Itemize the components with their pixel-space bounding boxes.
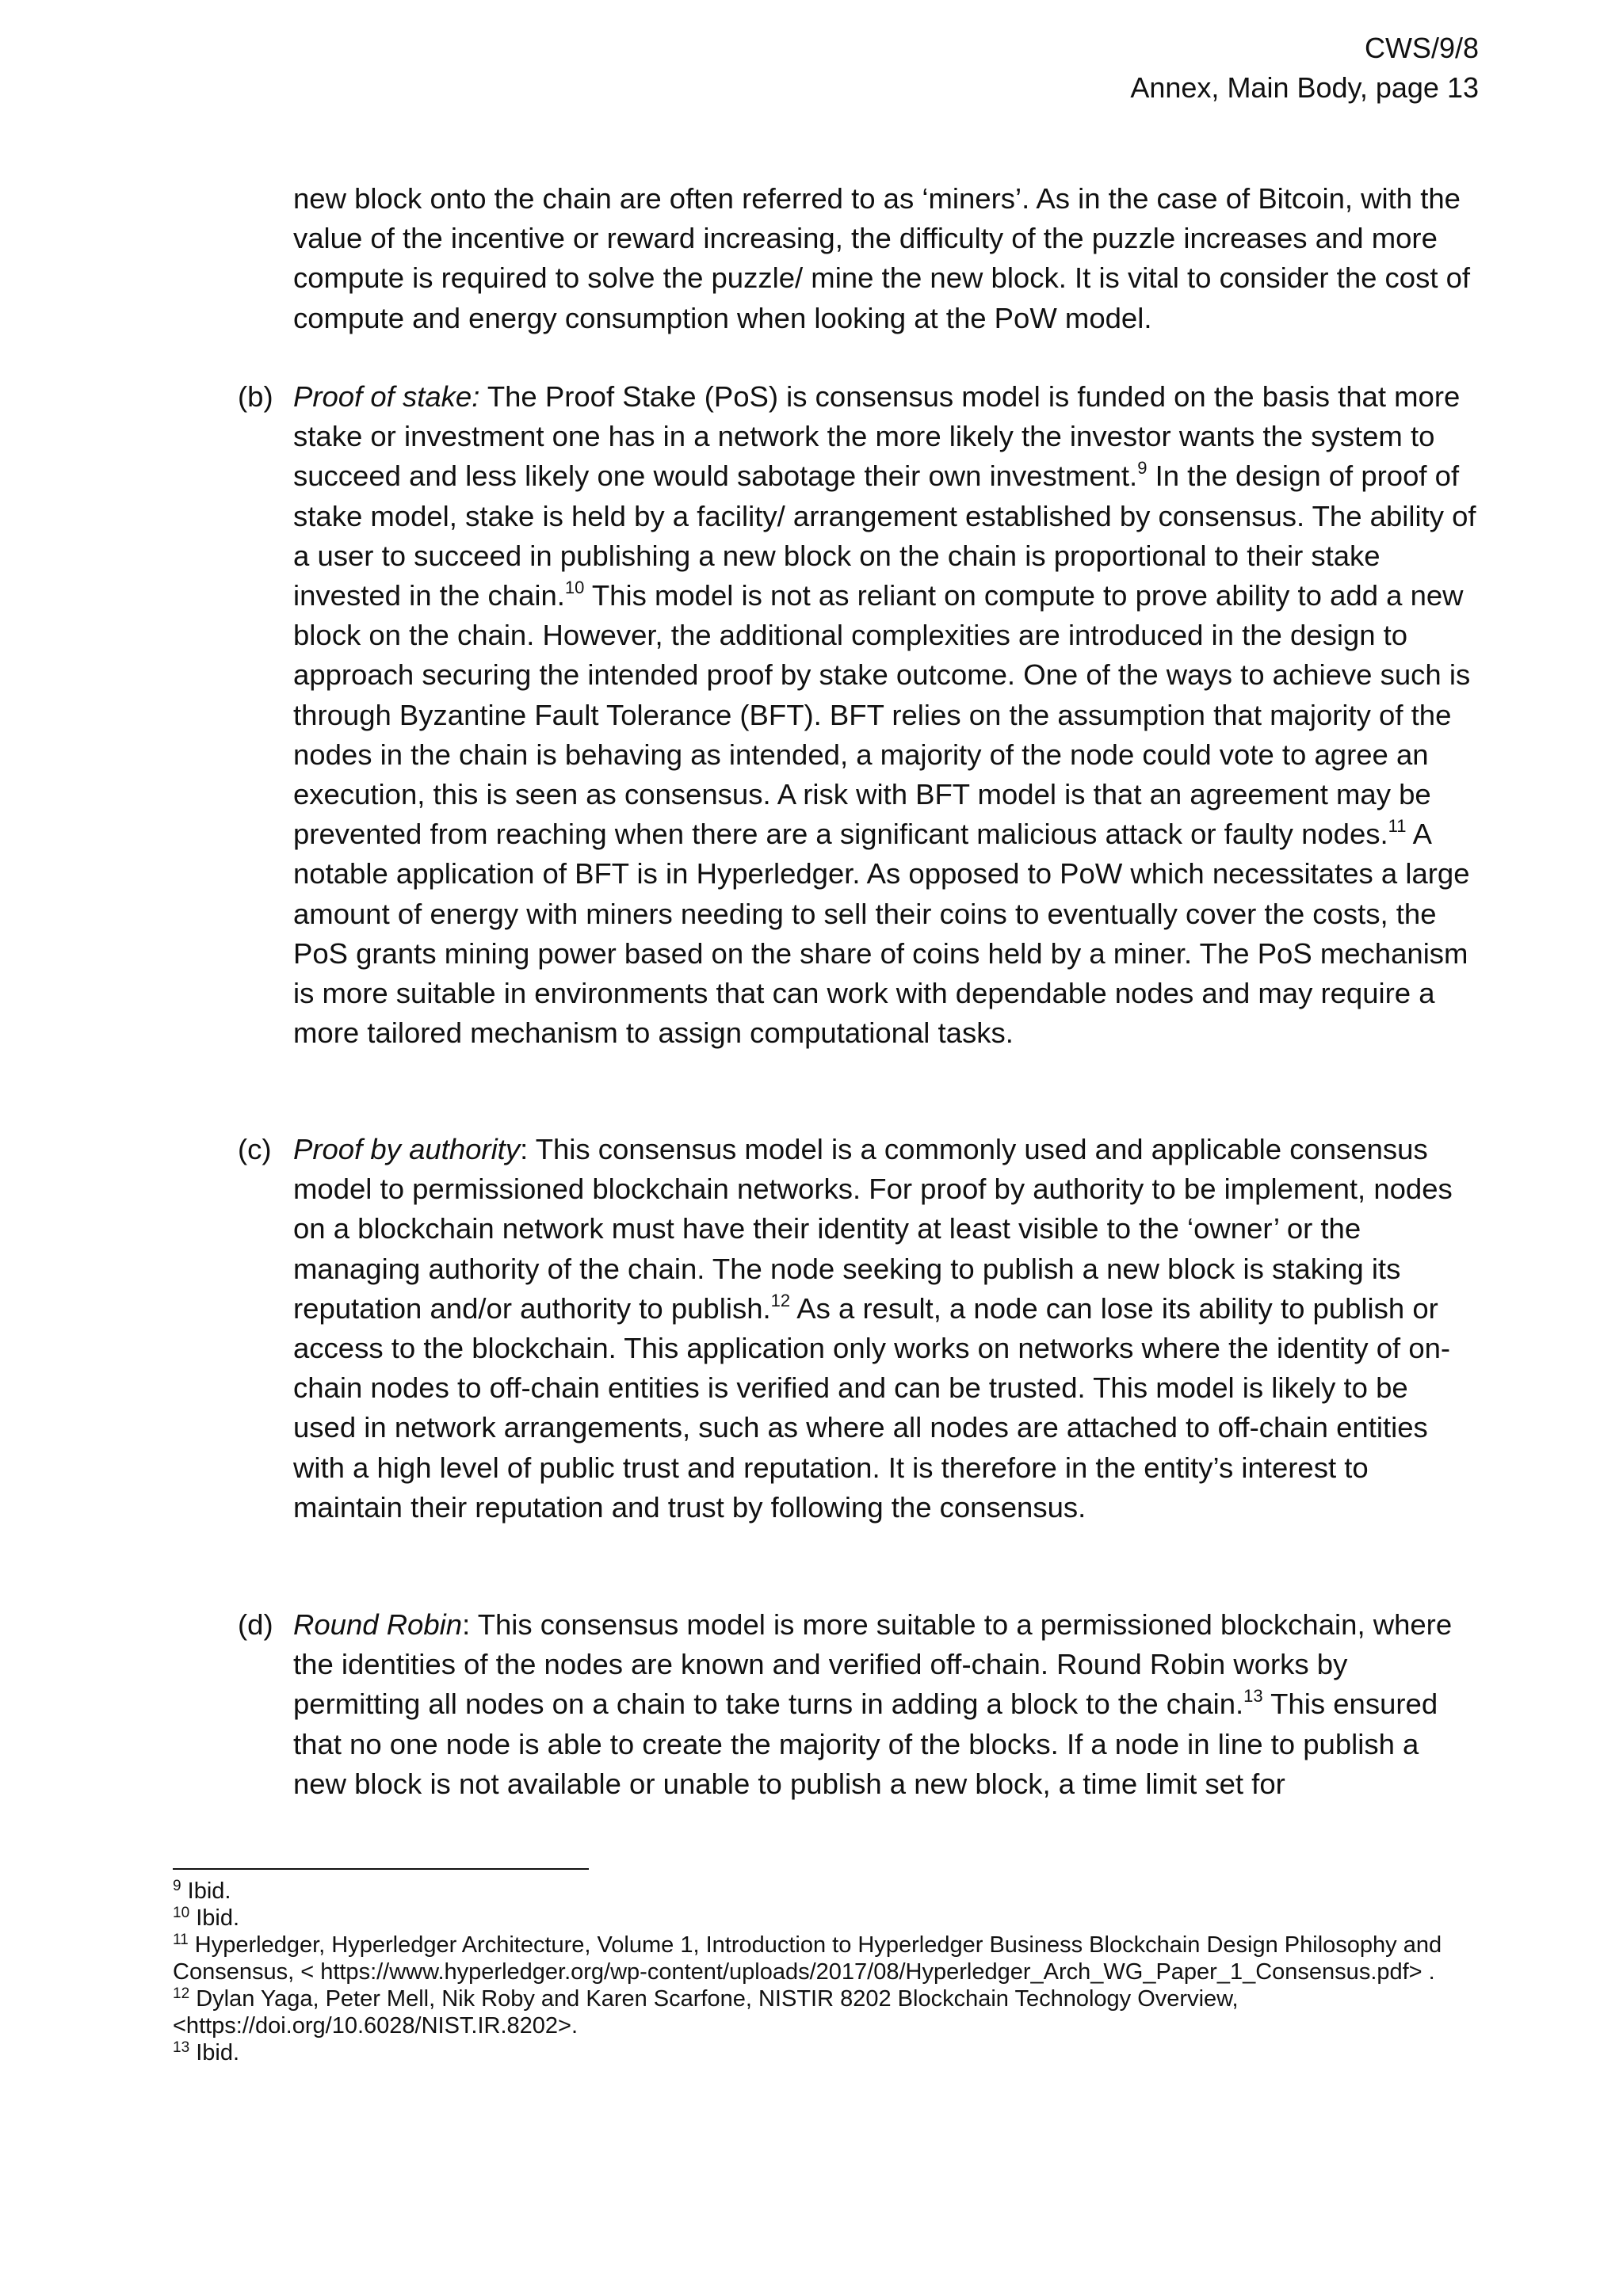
term-proof-of-stake: Proof of stake: [293,380,480,413]
footnote-number: 12 [173,1985,190,2002]
intro-text: new block onto the chain are often referred to as ‘miners’. As in the case of Bitcoin, with the value of the incentive or reward increasing, the difficulty of the puzzle increases and more compute is required to solve the puzzle/ mine the new block. It is vital to consider the cost of compute and energy consumption when looking at the PoW model. [293,182,1471,334]
footnotes [173,1878,1488,2066]
paragraph-c-text-1: : This consensus model is a commonly used and applicable consensus model to permissioned blockchain networks. For proof by authority to be implement, nodes on a blockchain network must have their identity at least visible to the ‘owner’ or the managing authority of the chain. The node seeking to publish a new block is staking its reputation and/or authority to publish. [293,1133,1453,1325]
item-label-d: (d) [238,1608,273,1641]
term-round-robin: Round Robin [293,1608,463,1641]
intro-paragraph [293,179,1478,338]
paragraph-b-text-2: In the design of proof of stake model, stake is held by a facility/ arrangement established by consensus. The ability of a user to succeed in publishing a new block on the chain is proportional to their stake invested in the chain. [293,460,1476,612]
page-header [1130,29,1479,108]
term-proof-by-authority: Proof by authority [293,1133,521,1165]
paragraph-c-text-2: As a result, a node can lose its ability to publish or access to the blockchain. This application only works on networks where the identity of on-chain nodes to off-chain entities is verified and can be trusted. This model is likely to be used in network arrangements, such as where all nodes are attached to off-chain entities with a high level of public trust and reputation. It is therefore in the entity’s interest to maintain their reputation and trust by following the consensus. [293,1291,1451,1524]
footnote-text: Dylan Yaga, Peter Mell, Nik Roby and Karen Scarfone, NISTIR 8202 Blockchain Technology Overview, <https://doi.org/10.6028/NIST.IR.8202>. [173,1986,1239,2039]
paragraph-c [238,1130,1478,1527]
footnote-ref-11: 11 [1388,816,1407,837]
item-label-b: (b) [238,380,273,413]
paragraph-b-text-1: The Proof Stake (PoS) is consensus model is funded on the basis that more stake or investment one has in a network the more likely the investor wants the system to succeed and less likely one would sabotage their own investment. [293,380,1461,493]
footnote-ref-9: 9 [1137,458,1148,479]
paragraph-b-text-4: A notable application of BFT is in Hyperledger. As opposed to PoW which necessitates a large amount of energy with miners needing to sell their coins to eventually cover the costs, the PoS grants mining power based on the share of coins held by a miner. The PoS mechanism is more suitable in environments that can work with dependable nodes and may require a more tailored mechanism to assign computational tasks. [293,818,1470,1050]
footnote [173,1878,1488,1905]
footnote-ref-10: 10 [564,578,585,598]
page-location: Annex, Main Body, page 13 [1130,71,1479,104]
footnote-text: Hyperledger, Hyperledger Architecture, Volume 1, Introduction to Hyperledger Business Blockchain Design Philosophy and Consensus, < https://www.hyperledger.org/wp-content/uploads/2017/08/Hyperledger_Arch_WG_Paper_1_Consensus.pdf> . [173,1932,1442,1985]
footnote-separator [173,1868,589,1870]
footnote-text: Ibid. [189,2040,240,2065]
footnote-text: Ibid. [181,1878,231,1904]
paragraph-b [238,377,1478,1053]
footnote-number: 10 [173,1905,190,1921]
footnote [173,1985,1488,2039]
document-reference: CWS/9/8 [1364,32,1479,64]
footnote-number: 11 [173,1932,189,1948]
footnote-number: 13 [173,2039,190,2056]
footnote-number: 9 [173,1878,181,1894]
footnote-text: Ibid. [189,1905,240,1931]
paragraph-d-text-1: : This consensus model is more suitable to a permissioned blockchain, where the identities of the nodes are known and verified off-chain. Round Robin works by permitting all nodes on a chain to take turns in adding a block to the chain. [293,1608,1453,1721]
paragraph-b-text-3: This model is not as reliant on compute to prove ability to add a new block on the chain. However, the additional complexities are introduced in the design to approach securing the intended proof by stake outcome. One of the ways to achieve such is through Byzantine Fault Tolerance (BFT). BFT relies on the assumption that majority of the nodes in the chain is behaving as intended, a majority of the node could vote to agree an execution, this is seen as consensus. A risk with BFT model is that an agreement may be prevented from reaching when there are a significant malicious attack or faulty nodes. [293,579,1471,851]
item-label-c: (c) [238,1133,272,1165]
footnote-ref-12: 12 [770,1290,791,1310]
footnote [173,2039,1488,2066]
paragraph-d [238,1605,1478,1804]
footnote-ref-13: 13 [1243,1686,1263,1707]
footnote [173,1932,1488,1985]
footnote [173,1905,1488,1932]
paragraph-d-text-2: This ensured that no one node is able to create the majority of the blocks. If a node in line to publish a new block is not available or unable to publish a new block, a time limit set for [293,1688,1438,1800]
